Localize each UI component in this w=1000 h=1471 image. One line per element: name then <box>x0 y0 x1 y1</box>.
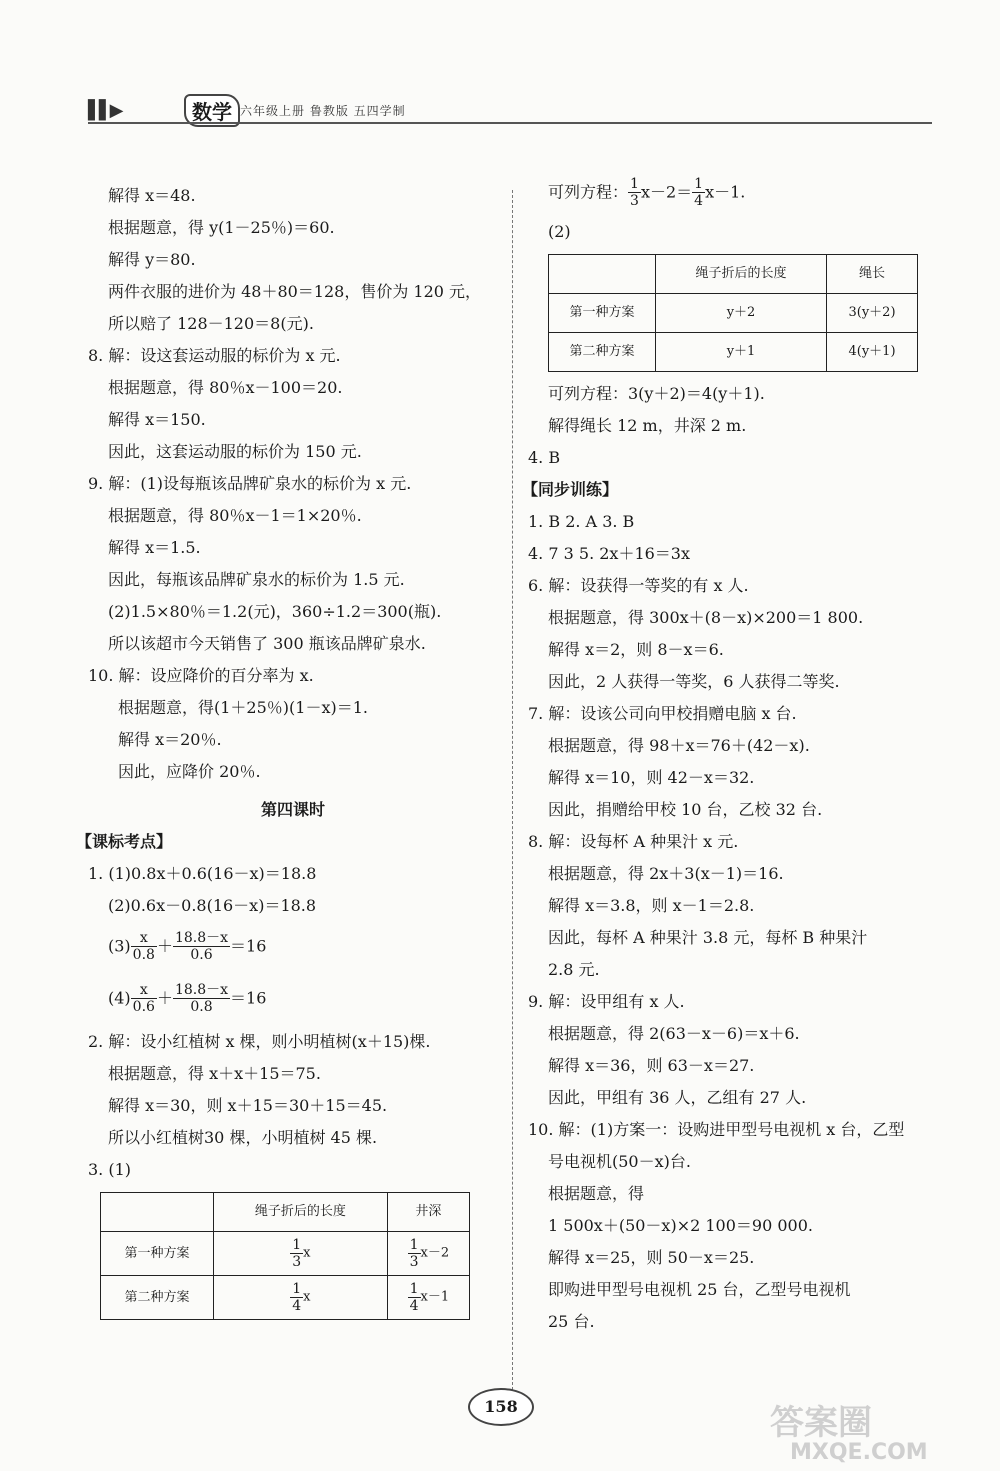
expression: x－2＝ <box>640 182 693 202</box>
table-cell: $\frac{1}{3}$ x <box>214 1232 388 1276</box>
section-title: 第四课时 <box>260 800 325 819</box>
text-line: 可列方程：3(y＋2)＝4(y＋1). <box>548 384 765 403</box>
row-label: 第二种方案 <box>549 333 656 372</box>
text-line: 两件衣服的进价为 48＋80＝128，售价为 120 元， <box>108 282 482 301</box>
table-cell: $\frac{1}{3}$ x－2 <box>387 1232 469 1276</box>
text-line: 25 台. <box>548 1312 595 1331</box>
table-corner <box>549 255 656 294</box>
text-line: 根据题意，得(1＋25％)(1－x)＝1. <box>118 698 368 717</box>
text-line: 1 500x＋(50－x)×2 100＝90 000. <box>548 1216 813 1235</box>
fraction: $\frac{1}{4}$ <box>694 176 704 209</box>
equation-line <box>88 970 498 1026</box>
header-info: 六年级上册 鲁教版 五四学制 <box>240 104 406 118</box>
label: 可列方程： <box>548 182 629 202</box>
label: (4) <box>108 988 131 1008</box>
header-rule <box>88 122 932 124</box>
right-column <box>522 176 948 1338</box>
question-10: 10. 解：设应降价的百分率为 x. <box>88 666 314 685</box>
text-line: 因此，2 人获得一等奖，6 人获得二等奖. <box>548 672 840 691</box>
table-cell: y＋2 <box>656 294 827 333</box>
question-9-right: 9. 解：设甲组有 x 人. <box>528 992 685 1011</box>
text-line: 根据题意，得 300x＋(8－x)×200＝1 800. <box>548 608 864 627</box>
question-8: 8. 解：设这套运动服的标价为 x 元. <box>88 346 341 365</box>
text-line: 因此，甲组有 36 人，乙组有 27 人. <box>548 1088 807 1107</box>
section-tag: 【同步训练】 <box>522 480 619 499</box>
question-3: 3. (1) <box>88 1160 132 1179</box>
equals: ＝16 <box>230 988 267 1008</box>
question-6: 6. 解：设获得一等奖的有 x 人. <box>528 576 749 595</box>
question-8-right: 8. 解：设每杯 A 种果汁 x 元. <box>528 832 739 851</box>
text-line: 所以小红植树30 棵，小明植树 45 棵. <box>108 1128 378 1147</box>
rope-length-table <box>548 254 918 372</box>
column-divider <box>512 190 513 1390</box>
text-line: 解得 x＝48. <box>108 186 196 205</box>
book-logo-icon: ▌▌▶ <box>88 100 121 121</box>
text-line: 解得 x＝150. <box>108 410 206 429</box>
text-line: 解得 x＝3.8，则 x－1＝2.8. <box>548 896 755 915</box>
text-line: 解得 x＝2，则 8－x＝6. <box>548 640 724 659</box>
well-depth-table-1 <box>100 1192 470 1320</box>
text-line: 根据题意，得 80％x－1＝1×20％. <box>108 506 362 525</box>
table-header: 绳长 <box>827 255 918 294</box>
text-line: (2)0.6x－0.8(16－x)＝18.8 <box>108 896 317 915</box>
text-line: 因此，捐赠给甲校 10 台，乙校 32 台. <box>548 800 823 819</box>
fraction: $\frac{18.8-x}{0.6}$ <box>174 930 229 963</box>
text-line: (2)1.5×80％＝1.2(元)，360÷1.2＝300(瓶). <box>108 602 442 621</box>
text-line: 即购进甲型号电视机 25 台，乙型号电视机 <box>548 1280 851 1299</box>
text-line: 解得 y＝80. <box>108 250 196 269</box>
fraction: $\frac{x}{0.6}$ <box>132 982 155 1015</box>
equation-line <box>88 922 498 970</box>
text-line: 根据题意，得 2(63－x－6)＝x＋6. <box>548 1024 800 1043</box>
question-10-right: 10. 解：(1)方案一：设购进甲型号电视机 x 台，乙型 <box>528 1120 905 1139</box>
text-line: 根据题意，得 98＋x＝76＋(42－x). <box>548 736 810 755</box>
row-label: 第一种方案 <box>549 294 656 333</box>
text-line: 解得 x＝30，则 x＋15＝30＋15＝45. <box>108 1096 388 1115</box>
table-header: 绳子折后的长度 <box>656 255 827 294</box>
question-1: 1. (1)0.8x＋0.6(16－x)＝18.8 <box>88 864 317 883</box>
question-4: 4. B <box>528 448 561 467</box>
page-header <box>88 88 932 128</box>
fraction: $\frac{1}{3}$ <box>630 176 639 209</box>
row-label: 第一种方案 <box>101 1232 214 1276</box>
text-line: 根据题意，得 x＋x＋15＝75. <box>108 1064 321 1083</box>
question-7: 7. 解：设该公司向甲校捐赠电脑 x 台. <box>528 704 797 723</box>
text-line: (2) <box>548 222 571 241</box>
answers-4-5: 4. 7 3 5. 2x＋16＝3x <box>528 544 691 563</box>
text-line: 所以赔了 128－120＝8(元). <box>108 314 314 333</box>
text-line: 根据题意，得 <box>548 1184 645 1203</box>
subject-badge: 数学 <box>184 94 240 127</box>
table-cell: $\frac{1}{4}$ x <box>214 1276 388 1320</box>
text-line: 因此，应降价 20％. <box>118 762 261 781</box>
text-line: 解得 x＝10，则 42－x＝32. <box>548 768 755 787</box>
fraction: $\frac{18.8-x}{0.8}$ <box>174 982 229 1015</box>
table-header: 井深 <box>387 1193 469 1232</box>
text-line: 2.8 元. <box>548 960 600 979</box>
text-line: 因此，每杯 A 种果汁 3.8 元，每杯 B 种果汁 <box>548 928 868 947</box>
text-line: 根据题意，得 y(1－25％)＝60. <box>108 218 335 237</box>
question-2: 2. 解：设小红植树 x 棵，则小明植树(x＋15)棵. <box>88 1032 431 1051</box>
section-tag: 【课标考点】 <box>76 832 173 851</box>
text-line: 解得绳长 12 m，井深 2 m. <box>548 416 747 435</box>
equation-line <box>528 168 948 216</box>
text-line: 解得 x＝36，则 63－x＝27. <box>548 1056 755 1075</box>
watermark-site: MXQE.COM <box>790 1440 928 1465</box>
table-cell: y＋1 <box>656 333 827 372</box>
table-cell: 3(y＋2) <box>827 294 918 333</box>
text-line: 根据题意，得 80％x－100＝20. <box>108 378 343 397</box>
question-9: 9. 解：(1)设每瓶该品牌矿泉水的标价为 x 元. <box>88 474 412 493</box>
expression: x－1. <box>705 182 746 202</box>
table-cell: $\frac{1}{4}$ x－1 <box>387 1276 469 1320</box>
text-line: 解得 x＝25，则 50－x＝25. <box>548 1248 755 1267</box>
text-line: 因此，每瓶该品牌矿泉水的标价为 1.5 元. <box>108 570 405 589</box>
label: (3) <box>108 936 131 956</box>
table-header: 绳子折后的长度 <box>214 1193 388 1232</box>
text-line: 号电视机(50－x)台. <box>548 1152 691 1171</box>
operator: ＋ <box>156 936 173 956</box>
page-number: 158 <box>468 1388 534 1426</box>
row-label: 第二种方案 <box>101 1276 214 1320</box>
equals: ＝16 <box>230 936 267 956</box>
text-line: 解得 x＝20％. <box>118 730 222 749</box>
left-column <box>76 180 498 1326</box>
text-line: 根据题意，得 2x＋3(x－1)＝16. <box>548 864 784 883</box>
text-line: 因此，这套运动服的标价为 150 元. <box>108 442 362 461</box>
table-cell: 4(y＋1) <box>827 333 918 372</box>
table-corner <box>101 1193 214 1232</box>
text-line: 解得 x＝1.5. <box>108 538 201 557</box>
text-line: 所以该超市今天销售了 300 瓶该品牌矿泉水. <box>108 634 426 653</box>
operator: ＋ <box>156 988 173 1008</box>
answers-1-3: 1. B 2. A 3. B <box>528 512 635 531</box>
watermark-brand: 答案圈 <box>770 1403 872 1443</box>
fraction: $\frac{x}{0.8}$ <box>132 930 155 963</box>
